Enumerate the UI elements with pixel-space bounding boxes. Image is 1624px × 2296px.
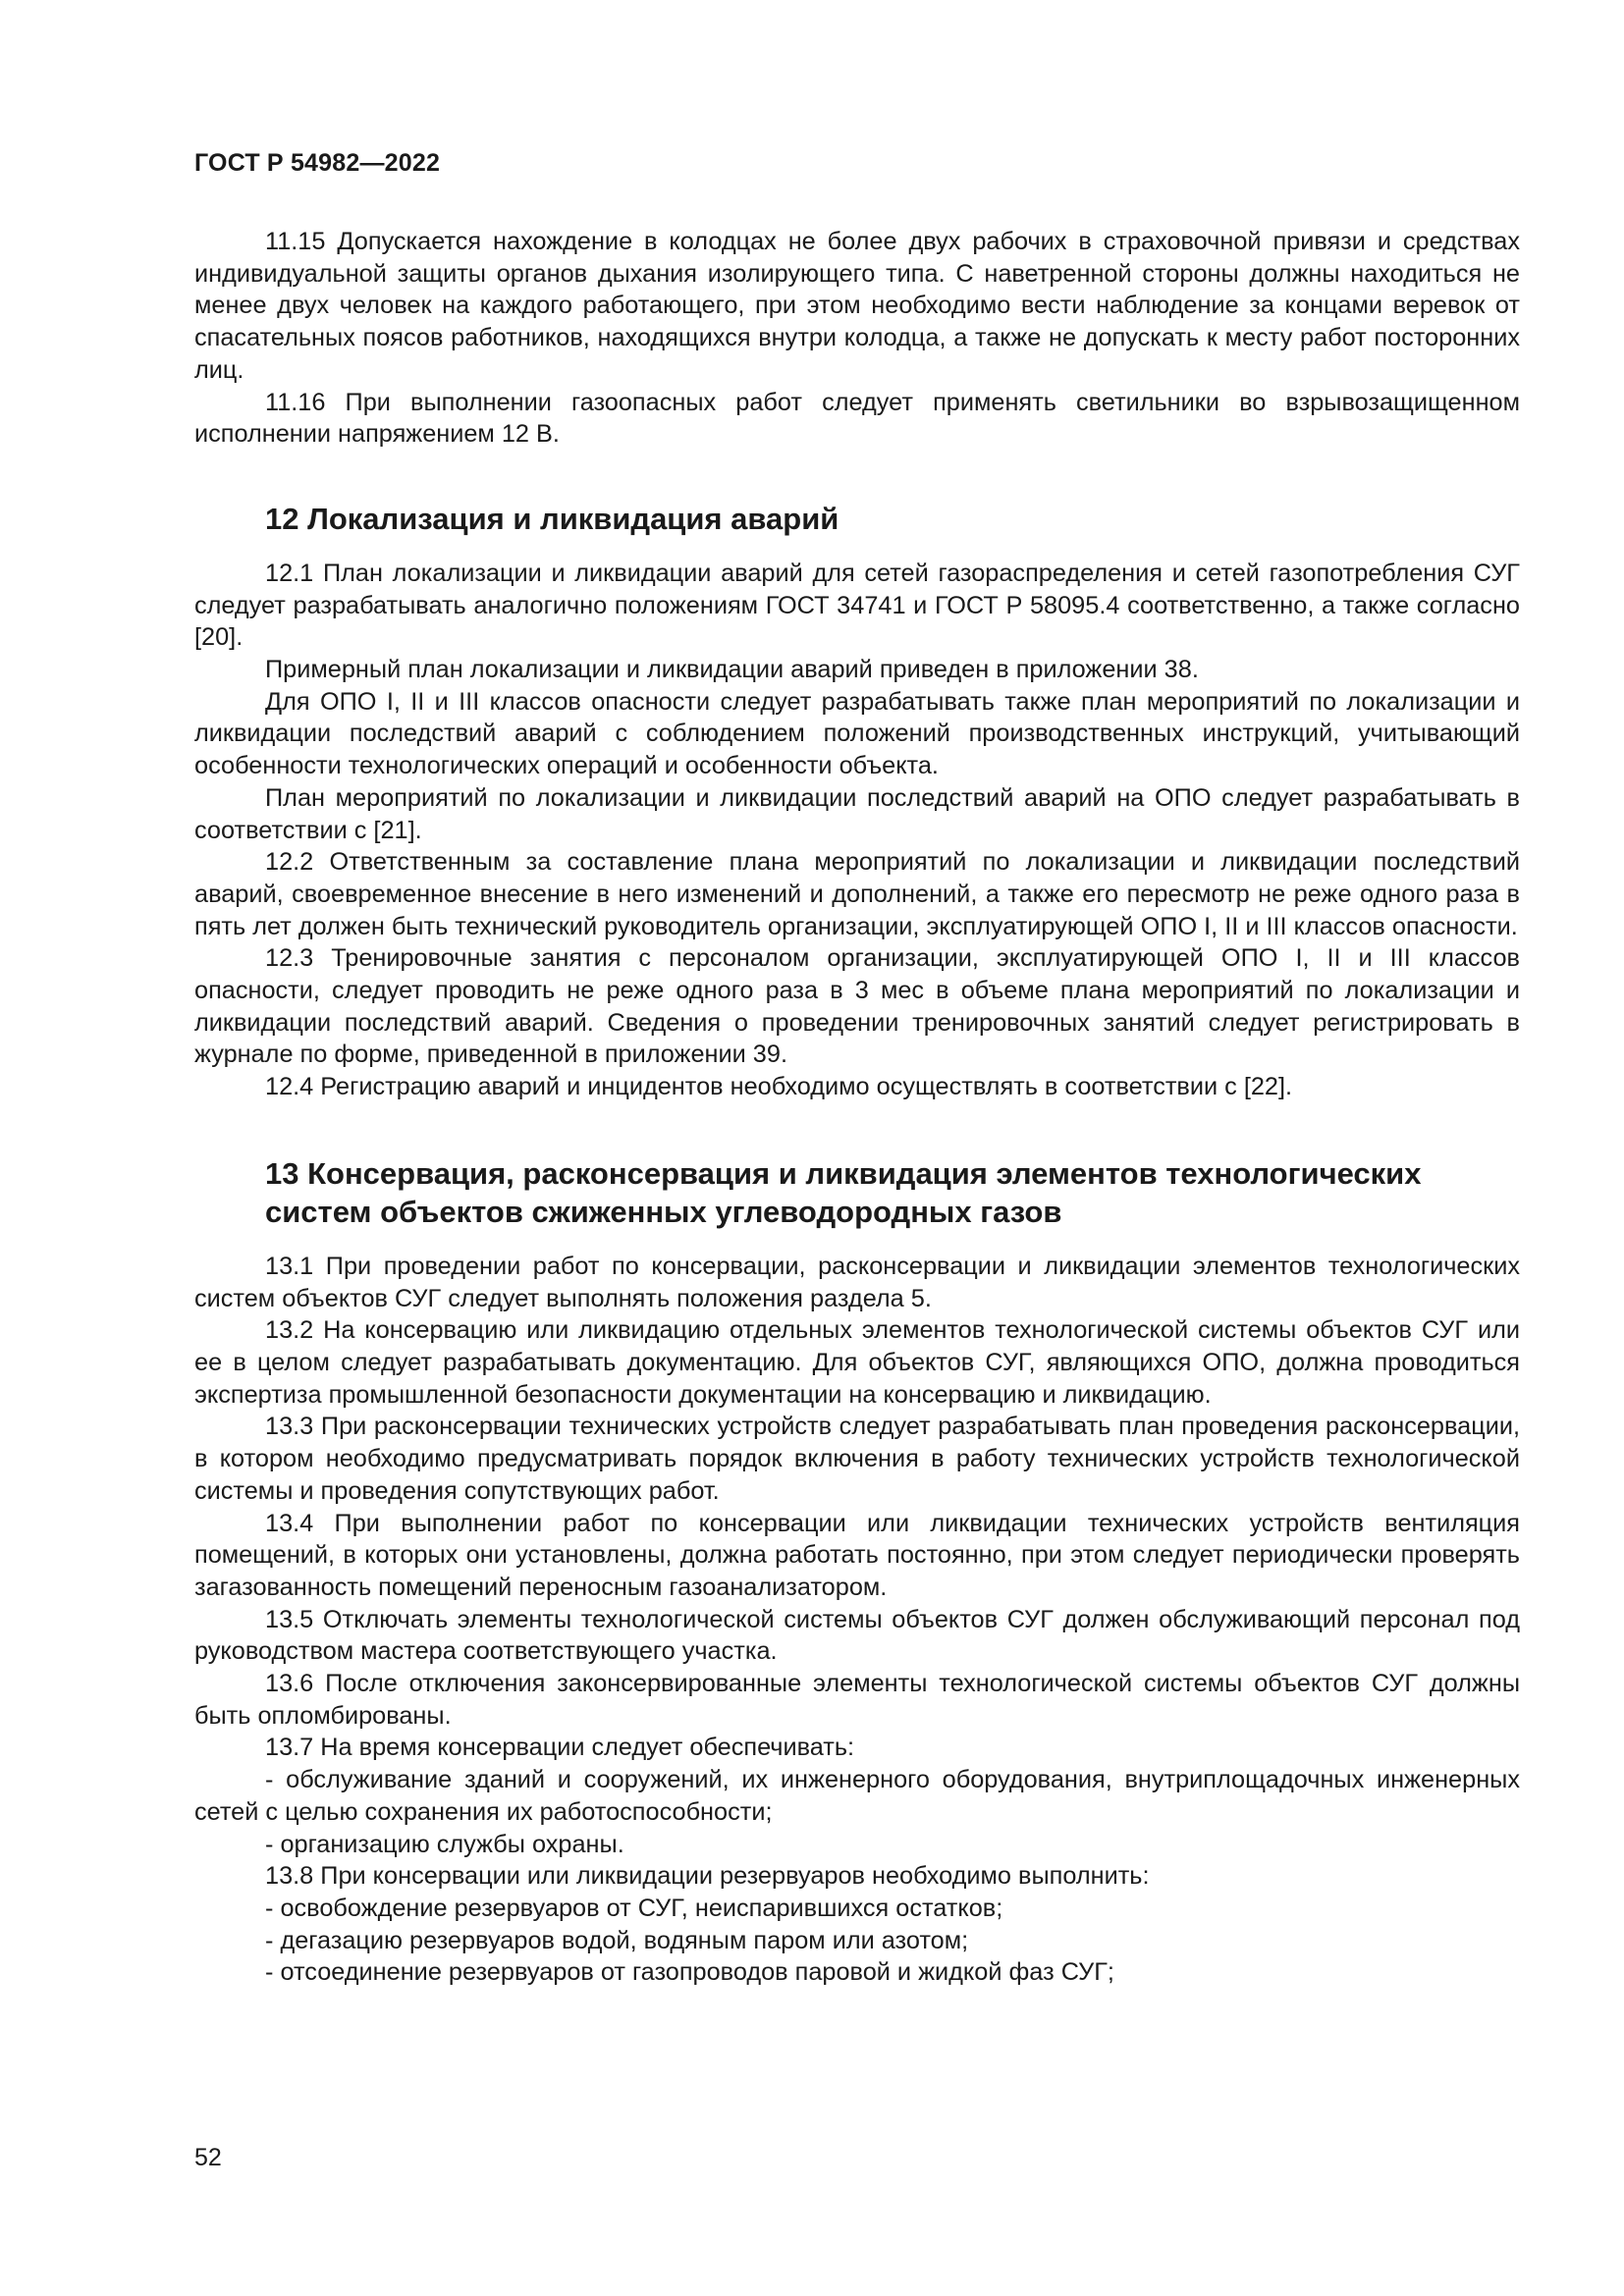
paragraph-12-4: 12.4 Регистрацию аварий и инцидентов необходимо осуществлять в соответствии с [22]. [265,1073,1293,1101]
paragraph-13-1: 13.1 При проведении работ по консервации, расконсервации и ликвидации элементов технологических систем объектов СУГ следует выполнять положения раздела 5. [194,1252,1520,1312]
list-item: - организацию службы охраны. [265,1830,624,1858]
paragraph-12-1: 12.1 План локализации и ликвидации аварий для сетей газораспределения и сетей газопотребления СУГ следует разрабатывать аналогично положениям ГОСТ 34741 и ГОСТ Р 58095.4 соответственно, а также согласно [20]. [194,559,1520,652]
paragraph-12-1-plan: План мероприятий по локализации и ликвидации последствий аварий на ОПО следует разрабатывать в соответствии с [21]. [194,783,1520,844]
paragraph-12-1-example: Примерный план локализации и ликвидации аварий приведен в приложении 38. [265,656,1199,684]
paragraph-12-3: 12.3 Тренировочные занятия с персоналом организации, эксплуатирующей ОПО I, II и III классов опасности, следует проводить не реже одного раза в 3 мес в объеме плана мероприятий по локализации и ликвидации последствий аварий. Сведения о проведении тренировочных занятий следует регистрировать в журнале по форме, приведенной в приложении 39. [194,944,1520,1069]
paragraph-12-1-opo: Для ОПО I, II и III классов опасности следует разрабатывать также план мероприятий по локализации и ликвидации последствий аварий с соблюдением положений производственных инструкций, учитывающий особенности технологических операций и особенности объекта. [194,687,1520,780]
paragraph-13-5: 13.5 Отключать элементы технологической системы объектов СУГ должен обслуживающий персонал под руководством мастера соответствующего участка. [194,1605,1520,1666]
paragraph-12-2: 12.2 Ответственным за составление плана мероприятий по локализации и ликвидации последствий аварий, своевременное внесение в него изменений и дополнений, а также его пересмотр не реже одного раза в пять лет должен быть технический руководитель организации, эксплуатирующей ОПО I, II и III классов опасности. [194,848,1520,940]
paragraph-13-3: 13.3 При расконсервации технических устройств следует разрабатывать план проведения расконсервации, в котором необходимо предусматривать порядок включения в работу технических устройств технологической системы и проведения сопутствующих работ. [194,1413,1520,1505]
paragraph-13-2: 13.2 На консервацию или ликвидацию отдельных элементов технологической системы объектов СУГ или ее в целом следует разрабатывать документацию. Для объектов СУГ, являющихся ОПО, должна проводиться экспертиза промышленной безопасности документации на консервацию и ликвидацию. [194,1316,1520,1409]
paragraph-13-7: 13.7 На время консервации следует обеспечивать: [265,1734,855,1762]
paragraph-13-8: 13.8 При консервации или ликвидации резервуаров необходимо выполнить: [265,1862,1150,1891]
paragraph-11-15: 11.15 Допускается нахождение в колодцах не более двух рабочих в страховочной привязи и средствах индивидуальной защиты органов дыхания изолирующего типа. С наветренной стороны должны находиться не менее двух человек на каждого работающего, при этом необходимо вести наблюдение за концами веревок от спасательных поясов работников, находящихся внутри колодца, а также не допускать к месту работ посторонних лиц. [194,228,1520,384]
paragraph-13-4: 13.4 При выполнении работ по консервации или ликвидации технических устройств вентиляция помещений, в которых они установлены, должна работать постоянно, при этом следует периодически проверять загазованность помещений переносным газоанализатором. [194,1509,1520,1601]
document-body [194,226,1520,1989]
section-heading-13: 13 Консервация, расконсервация и ликвидация элементов технологических систем объектов сжиженных углеводородных газов [265,1155,1422,1229]
page-number: 52 [194,2144,222,2171]
paragraph-11-16: 11.16 При выполнении газоопасных работ следует применять светильники во взрывозащищенном исполнении напряжением 12 В. [194,388,1520,449]
paragraph-13-6: 13.6 После отключения законсервированные элементы технологической системы объектов СУГ должны быть опломбированы. [194,1670,1520,1730]
list-item: - дегазацию резервуаров водой, водяным паром или азотом; [265,1926,969,1954]
list-item: - отсоединение резервуаров от газопроводов паровой и жидкой фаз СУГ; [265,1958,1114,1987]
list-item: - обслуживание зданий и сооружений, их инженерного оборудования, внутриплощадочных инженерных сетей с целью сохранения их работоспособности; [194,1766,1520,1826]
section-heading-12: 12 Локализация и ликвидация аварий [265,501,839,536]
document-header: ГОСТ Р 54982—2022 [194,149,441,177]
list-item: - освобождение резервуаров от СУГ, неиспарившихся остатков; [265,1894,1003,1922]
